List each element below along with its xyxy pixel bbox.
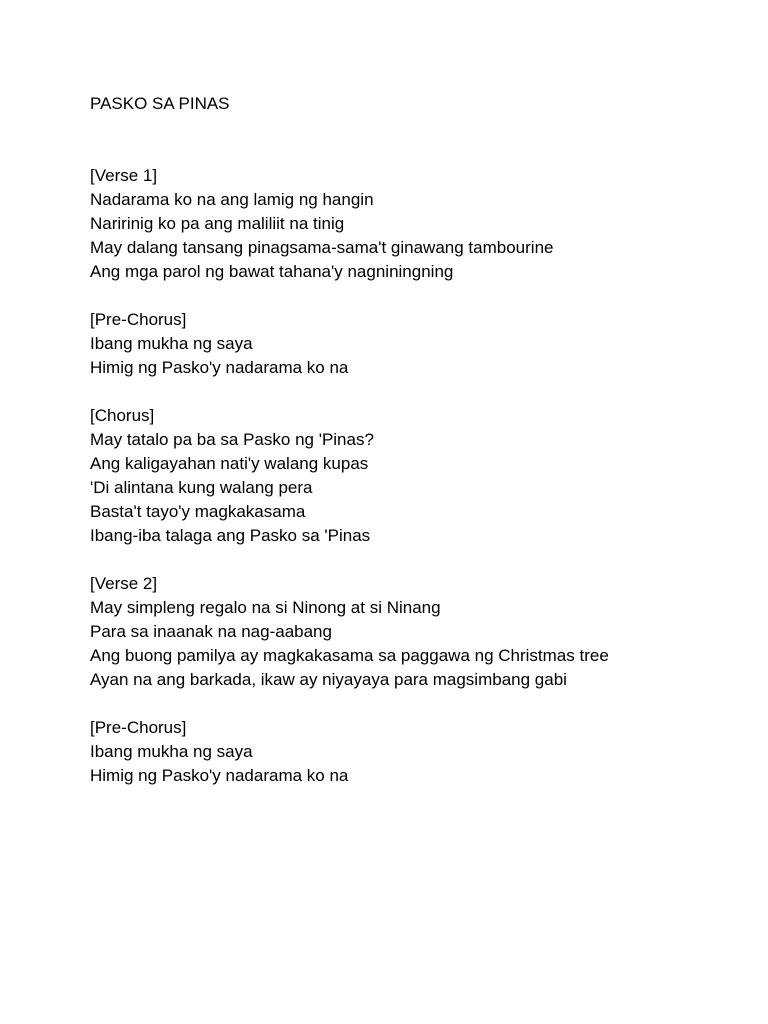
lyric-line: Himig ng Pasko'y nadarama ko na [90,358,349,377]
song-title: PASKO SA PINAS [90,94,230,113]
lyric-line: Himig ng Pasko'y nadarama ko na [90,766,349,785]
lyric-line: Ibang mukha ng saya [90,742,253,761]
lyric-line: Naririnig ko pa ang maliliit na tinig [90,214,345,233]
lyric-line: Para sa inaanak na nag-aabang [90,622,332,641]
section-pre-chorus-2 [90,716,768,788]
lyric-line: Basta't tayo'y magkakasama [90,502,306,521]
lyric-line: Ang kaligayahan nati'y walang kupas [90,454,369,473]
lyric-line: Nadarama ko na ang lamig ng hangin [90,190,374,209]
lyric-line: Ibang-iba talaga ang Pasko sa 'Pinas [90,526,371,545]
section-heading: [Pre-Chorus] [90,310,187,329]
lyric-line: May simpleng regalo na si Ninong at si Ninang [90,598,441,617]
lyric-line: 'Di alintana kung walang pera [90,478,313,497]
lyric-line: Ang mga parol ng bawat tahana'y nagniningning [90,262,454,281]
lyric-line: Ayan na ang barkada, ikaw ay niyayaya para magsimbang gabi [90,670,567,689]
section-verse-2 [90,572,768,692]
lyric-line: Ang buong pamilya ay magkakasama sa paggawa ng Christmas tree [90,646,609,665]
section-heading: [Verse 2] [90,574,158,593]
section-pre-chorus-1 [90,308,768,380]
section-heading: [Pre-Chorus] [90,718,187,737]
section-heading: [Verse 1] [90,166,158,185]
lyric-line: May dalang tansang pinagsama-sama't ginawang tambourine [90,238,554,257]
lyric-line: Ibang mukha ng saya [90,334,253,353]
section-verse-1 [90,164,768,284]
section-chorus [90,404,768,548]
lyric-line: May tatalo pa ba sa Pasko ng 'Pinas? [90,430,374,449]
section-heading: [Chorus] [90,406,155,425]
